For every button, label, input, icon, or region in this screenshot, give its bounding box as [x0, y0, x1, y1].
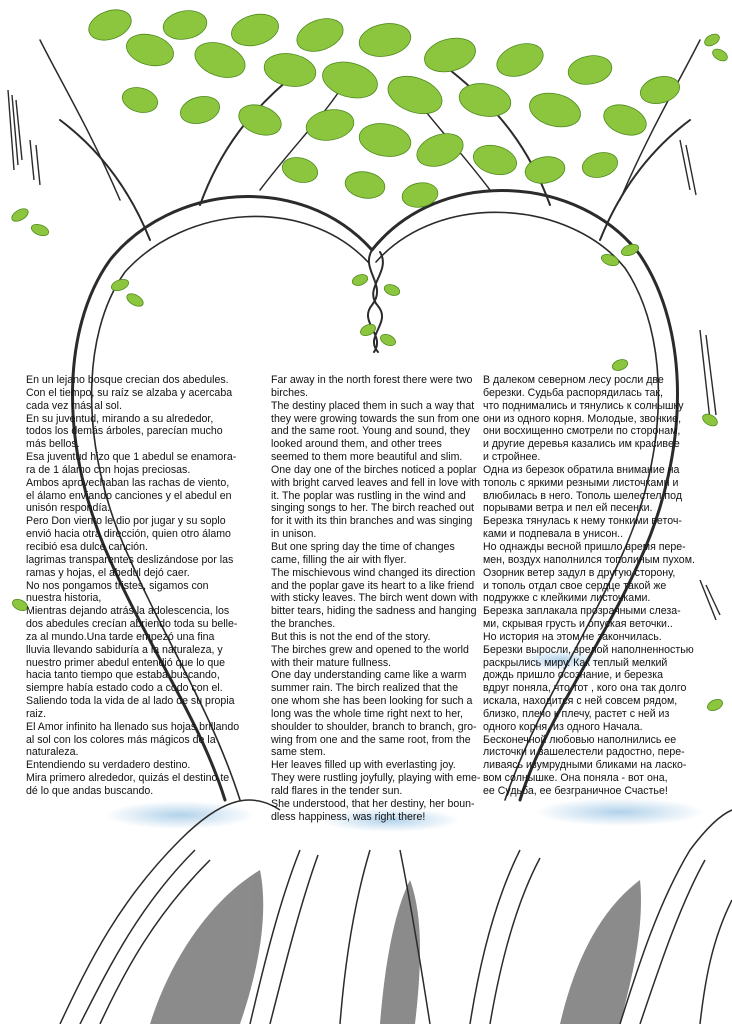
text-line: for it with its thin branches and was singing	[271, 515, 473, 528]
text-line: One day understanding came like a warm	[271, 669, 467, 682]
text-line: same stem.	[271, 746, 326, 759]
text-line: One day one of the birches noticed a poplar	[271, 463, 477, 476]
text-line: recibió esa dulce canción.	[26, 540, 148, 553]
text-line: one whom she has been looking for such a	[271, 695, 473, 708]
text-line: seemed to them more beautiful and slim.	[271, 451, 463, 464]
text-line: looked around them, and other trees	[271, 438, 442, 451]
text-line: одного корня, из одного Начала.	[483, 720, 643, 733]
text-line: влюбилась в него. Тополь шелестел под	[483, 489, 683, 502]
text-line: cada vez más al sol.	[26, 399, 122, 412]
text-line: But one spring day the time of changes	[271, 540, 455, 553]
text-line: тополь с яркими резными листочками и	[483, 476, 679, 489]
text-line: dless happiness, was right there!	[271, 810, 426, 823]
text-line: и другие деревья казались им красивее	[483, 438, 680, 451]
text-line: близко, плечо к плечу, растет с ней из	[483, 707, 670, 720]
text-line: and the same root. Young and sound, they	[271, 425, 471, 438]
text-line: ramas y hojas, el abedul dejó caer.	[26, 566, 190, 579]
russian-text-column	[483, 374, 719, 798]
text-line: Her leaves filled up with everlasting joy.	[271, 759, 456, 772]
text-line: Но история на этом не закончилась.	[483, 630, 662, 643]
text-line: singing songs to her. The birch reached out	[271, 502, 474, 515]
text-line: But this is not the end of the story.	[271, 630, 431, 643]
text-line: raiz.	[26, 707, 47, 720]
text-line: it. The poplar was rustling in the wind and	[271, 489, 466, 502]
text-line: Одна из березок обратила внимание на	[483, 463, 680, 476]
text-line: wing from one and the same root, from the	[271, 733, 471, 746]
text-line: with bright carved leaves and fell in love with	[271, 476, 481, 489]
text-line: Entendiendo su verdadero destino.	[26, 759, 191, 772]
text-line: ками и подпевала в унисон..	[483, 528, 624, 541]
text-line: В далеком северном лесу росли две	[483, 374, 664, 386]
text-line: Березка заплакала прозрачными слеза-	[483, 605, 681, 618]
spanish-text-column	[26, 374, 268, 798]
text-line: En su juventud, mirando a su alrededor,	[26, 412, 214, 425]
text-line: листочки и зашелестели радостно, пере-	[483, 746, 685, 759]
text-line: za al mundo.Una tarde empezó una fina	[26, 630, 215, 643]
text-line: shoulder to shoulder, branch to branch, gro-	[271, 720, 477, 733]
text-line: came, filling the air with flyer.	[271, 553, 407, 566]
text-line: Бесконечной любовью наполнились ее	[483, 733, 677, 746]
text-line: with sticky leaves. The birch went down with	[271, 592, 479, 605]
text-line: The mischievous wind changed its direction	[271, 566, 476, 579]
text-line: they were growing towards the sun from one	[271, 412, 480, 425]
text-line: El Amor infinito ha llenado sus hojas brillando	[26, 720, 240, 733]
text-line: with their mature fullness.	[271, 656, 392, 669]
text-line: вом солнышке. Она поняла - вот она,	[483, 772, 668, 785]
text-line: nuestro primer abedul entendió que lo que	[26, 656, 226, 669]
text-line: они восхищенно смотрели по сторонам,	[483, 425, 681, 438]
text-line: lagrimas transparentes deslizándose por las	[26, 553, 234, 566]
text-line: el álamo enviando canciones y el abedul en	[26, 489, 232, 502]
text-line: Far away in the north forest there were two	[271, 374, 473, 386]
text-line: in unison.	[271, 528, 317, 541]
text-line: rald flares in the tender sun.	[271, 785, 403, 797]
text-line: nuestra historia,	[26, 592, 102, 605]
text-line: вдруг поняла, что тот , кого она так долго	[483, 682, 687, 695]
text-line: The destiny placed them in such a way that	[271, 399, 475, 412]
text-line: Ambos aprovechaban las rachas de viento,	[26, 476, 230, 489]
text-line: dé lo que andas buscando.	[26, 785, 154, 797]
text-line: искала, находится с ней совсем рядом,	[483, 695, 678, 708]
text-line: порывами ветра и пел ей песенки.	[483, 502, 653, 515]
text-line: al sol con los colores más mágicos de la	[26, 733, 216, 746]
text-line: дождь пришло осознание, и березка	[483, 669, 663, 682]
text-line: naturaleza.	[26, 746, 79, 759]
text-line: что поднимались и тянулись к солнышку	[483, 399, 684, 412]
text-line: bitter tears, hiding the sadness and hanging	[271, 605, 477, 618]
text-line: подружке с клейкими листочками.	[483, 592, 651, 605]
text-line: No nos pongamos tristes, sigamos con	[26, 579, 209, 592]
text-line: Esa juventud hizo que 1 abedul se enamora-	[26, 451, 237, 464]
text-line: long was the whole time right next to her,	[271, 707, 463, 720]
text-line: birches.	[271, 386, 309, 399]
text-line: раскрылись миру. Как теплый мелкий	[483, 656, 668, 669]
english-text-column	[271, 374, 515, 824]
text-line: ливаясь изумрудными бликами на ласко-	[483, 759, 687, 772]
text-line: lluvia llevando sabiduría a la naturaleza, y	[26, 643, 223, 656]
text-line: ее Судьба, ее безграничное Счастье!	[483, 785, 668, 797]
text-line: hacia tanto tiempo que estaba buscando,	[26, 669, 220, 682]
text-line: березки. Судьба распорядилась так,	[483, 386, 663, 399]
text-line: todos los demás árboles, parecían mucho	[26, 425, 223, 438]
text-line: Mira primero alrededor, quizás el destino te	[26, 772, 230, 785]
text-line: unisón respondía.	[26, 502, 111, 515]
text-line: ми, скрывая грусть и опуская веточки..	[483, 618, 673, 631]
text-line: más bellos.	[26, 438, 80, 451]
text-line: Pero Don viento le dio por jugar y su soplo	[26, 515, 226, 528]
text-line: и стройнее.	[483, 451, 541, 464]
text-line: и тополь отдал свое сердце такой же	[483, 579, 667, 592]
text-line: Saliendo toda la vida de al lado de su propia	[26, 695, 235, 708]
text-line: envió hacia otra dirección, quien otro álamo	[26, 528, 231, 541]
text-line: En un lejano bosque crecian dos abedules.	[26, 374, 229, 386]
text-line: summer rain. The birch realized that the	[271, 682, 459, 695]
text-line: the branches.	[271, 618, 336, 631]
text-line: ra de 1 álamo con hojas preciosas.	[26, 463, 191, 476]
text-line: Mientras dejando atrás la adolescencia, los	[26, 605, 230, 618]
text-line: Озорник ветер задул в другую сторону,	[483, 566, 676, 579]
text-line: and the poplar gave its heart to a like friend	[271, 579, 475, 592]
text-line: siempre había estado codo a codo con el.	[26, 682, 223, 695]
text-line: Березки выросли, зрелой наполненностью	[483, 643, 694, 656]
text-line: Con el tiempo, su raíz se alzaba y acercaba	[26, 386, 233, 399]
text-line: мен, воздух наполнился тополиным пухом.	[483, 553, 695, 566]
text-line: She understood, that her destiny, her boun-	[271, 797, 475, 810]
text-line: Но однажды весной пришло время пере-	[483, 540, 686, 553]
text-line: Березка тянулась к нему тонкими веточ-	[483, 515, 682, 528]
text-line: They were rustling joyfully, playing with eme-	[271, 772, 481, 785]
text-line: The birches grew and opened to the world	[271, 643, 469, 656]
text-line: dos abedules crecían abriendo toda su belle-	[26, 618, 238, 631]
text-line: они из одного корня. Молодые, звонкие,	[483, 412, 682, 425]
